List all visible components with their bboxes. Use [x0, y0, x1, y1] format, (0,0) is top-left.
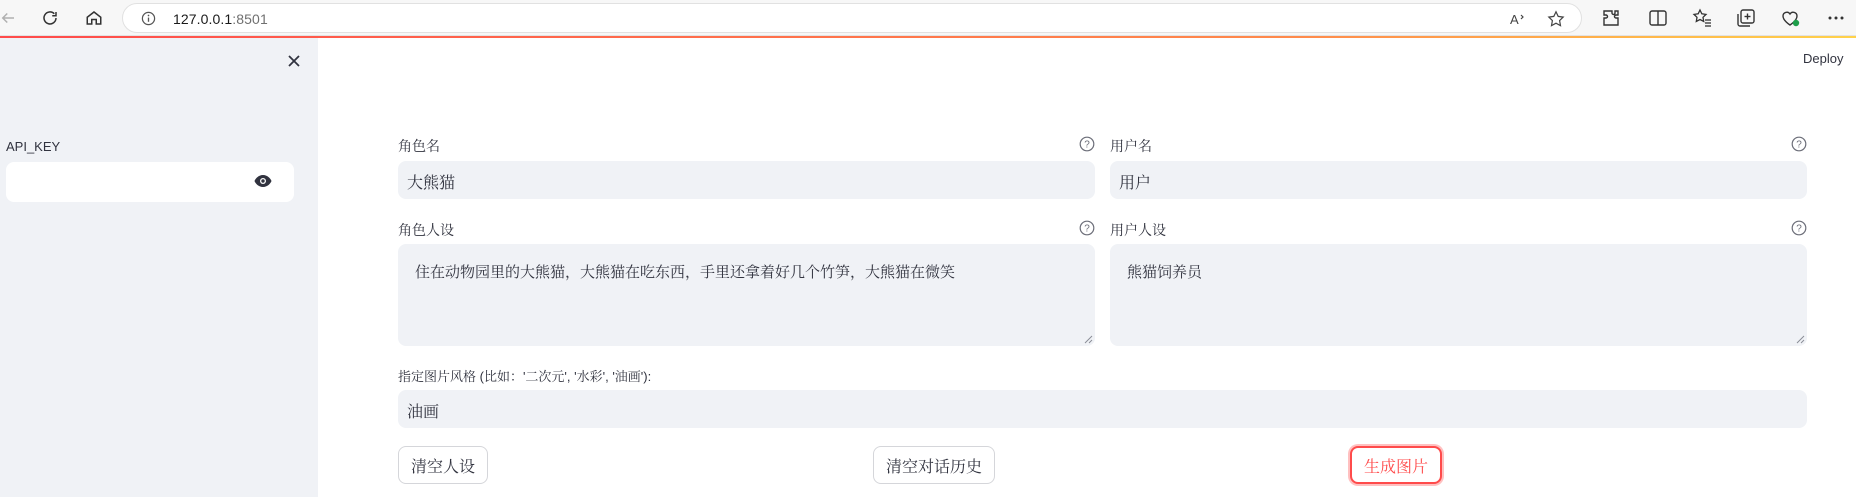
svg-text:?: ?: [1084, 223, 1090, 235]
role-persona-label: 角色人设: [398, 222, 454, 238]
svg-text:?: ?: [1796, 223, 1802, 235]
read-aloud-icon[interactable]: [1509, 10, 1527, 28]
deploy-button[interactable]: Deploy: [1803, 51, 1844, 66]
role-persona-text: 住在动物园里的大熊猫，大熊猫在吃东西，手里还拿着好几个竹笋，大熊猫在微笑: [415, 264, 956, 281]
browser-essentials-icon[interactable]: [1780, 8, 1800, 28]
user-persona-textarea[interactable]: [1110, 244, 1807, 346]
sidebar: [0, 38, 318, 497]
url-text[interactable]: [173, 11, 268, 27]
back-icon[interactable]: [0, 4, 22, 32]
role-name-label: 角色名: [398, 138, 440, 154]
api-key-label: API_KEY: [6, 139, 61, 154]
favorites-icon[interactable]: [1692, 8, 1712, 28]
help-icon[interactable]: [1791, 136, 1807, 152]
split-screen-icon[interactable]: [1648, 8, 1668, 28]
help-icon[interactable]: [1079, 220, 1095, 236]
clear-history-button[interactable]: 清空对话历史: [873, 446, 995, 484]
svg-text:?: ?: [1796, 139, 1802, 151]
more-menu-icon[interactable]: [1826, 8, 1846, 28]
api-key-input[interactable]: [6, 162, 294, 202]
show-password-icon[interactable]: [254, 174, 272, 188]
site-info-icon[interactable]: [141, 11, 156, 26]
user-name-input[interactable]: 用户: [1110, 161, 1807, 199]
help-icon[interactable]: [1791, 220, 1807, 236]
svg-text:A: A: [1510, 12, 1519, 27]
user-name-label: 用户名: [1110, 138, 1152, 154]
url-host: 127.0.0.1: [173, 11, 233, 27]
collections-icon[interactable]: [1736, 8, 1756, 28]
resize-handle-icon[interactable]: [1084, 335, 1093, 344]
resize-handle-icon[interactable]: [1796, 335, 1805, 344]
address-bar[interactable]: [122, 3, 1582, 33]
favorite-star-icon[interactable]: [1547, 10, 1565, 28]
svg-text:?: ?: [1084, 139, 1090, 151]
help-icon[interactable]: [1079, 136, 1095, 152]
extensions-icon[interactable]: [1601, 8, 1621, 28]
url-port: :8501: [232, 11, 268, 27]
clear-persona-button[interactable]: 清空人设: [398, 446, 488, 484]
user-persona-label: 用户人设: [1110, 222, 1166, 238]
role-name-input[interactable]: 大熊猫: [398, 161, 1095, 199]
refresh-icon[interactable]: [36, 4, 64, 32]
user-persona-text: 熊猫饲养员: [1127, 264, 1203, 281]
role-persona-textarea[interactable]: [398, 244, 1095, 346]
image-style-input[interactable]: 油画: [398, 390, 1807, 428]
image-style-label: 指定图片风格 (比如：'二次元', '水彩', '油画'):: [398, 369, 652, 384]
close-sidebar-icon[interactable]: [285, 52, 303, 70]
browser-toolbar: [0, 0, 1856, 36]
generate-image-button[interactable]: 生成图片: [1350, 446, 1442, 484]
home-icon[interactable]: [80, 4, 108, 32]
